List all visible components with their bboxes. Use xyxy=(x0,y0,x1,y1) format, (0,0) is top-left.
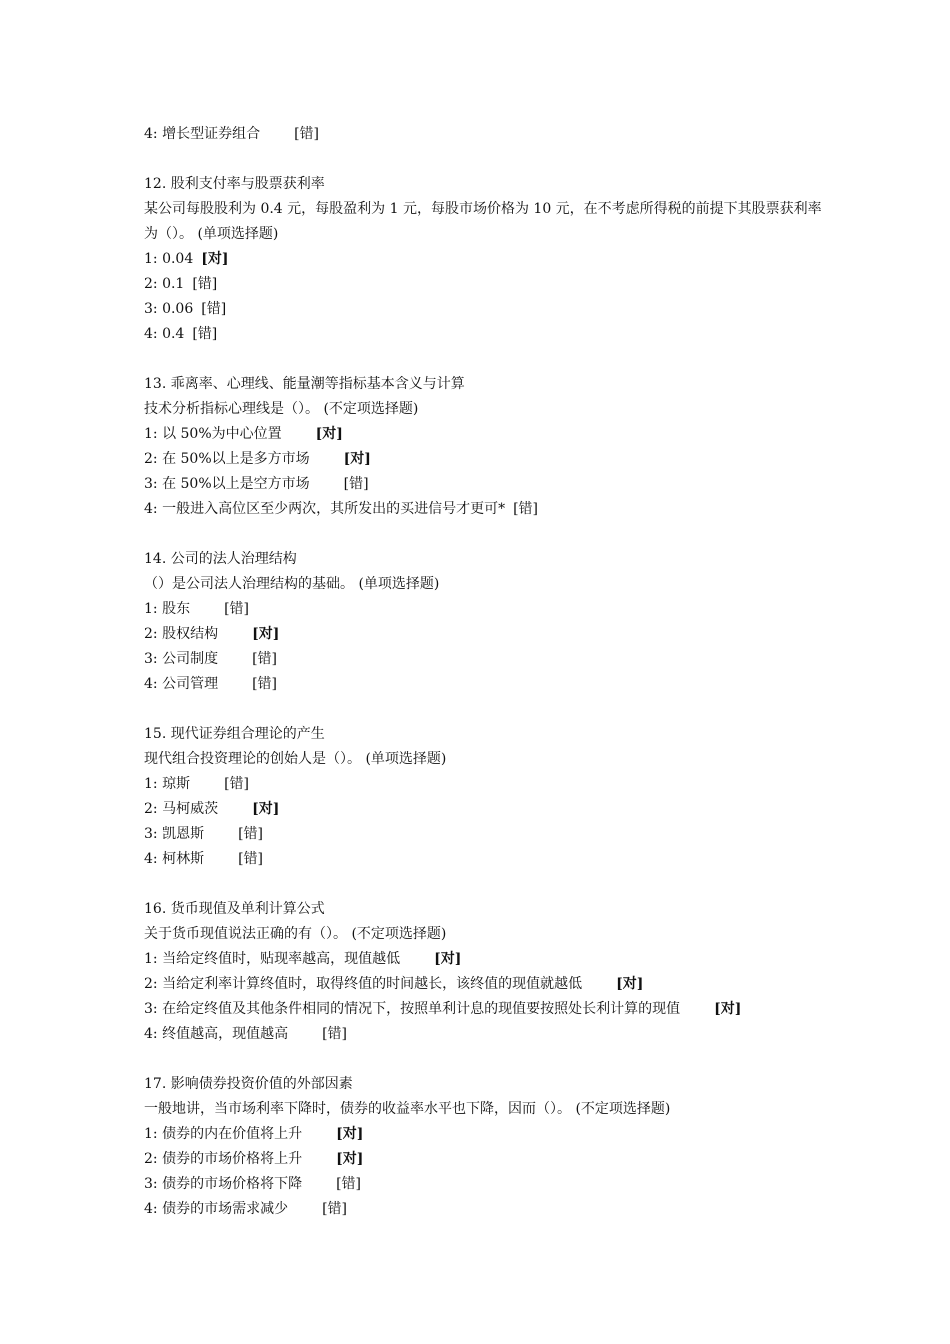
question-block xyxy=(144,722,824,897)
option-text: 4: 债券的市场需求减少 xyxy=(144,1201,289,1217)
correct-mark: [对] xyxy=(252,626,280,642)
correct-mark: [对] xyxy=(343,451,371,467)
question-title: 15. 现代证券组合理论的产生 xyxy=(144,726,325,742)
option-row xyxy=(144,822,824,847)
option-row xyxy=(144,622,824,647)
wrong-mark: [错] xyxy=(322,1201,348,1217)
correct-mark: [对] xyxy=(714,1001,742,1017)
option-row xyxy=(144,1122,824,1147)
option-text: 3: 在给定终值及其他条件相同的情况下，按照单利计息的现值要按照处长利计算的现值 xyxy=(144,1001,681,1017)
option-row xyxy=(144,472,824,497)
option-row xyxy=(144,797,824,822)
question-title: 12. 股利支付率与股票获利率 xyxy=(144,176,325,192)
wrong-mark: [错] xyxy=(252,651,278,667)
option-row xyxy=(144,597,824,622)
option-row xyxy=(144,1022,824,1047)
correct-mark: [对] xyxy=(315,426,343,442)
spacer xyxy=(144,872,824,897)
option-row xyxy=(144,272,824,297)
spacer xyxy=(144,697,824,722)
option-row xyxy=(144,672,824,697)
option-row xyxy=(144,447,824,472)
option-text: 1: 股东 xyxy=(144,601,191,617)
spacer xyxy=(144,522,824,547)
option-text: 4: 一般进入高位区至少两次，其所发出的买进信号才更可* xyxy=(144,501,506,517)
option-text: 2: 马柯威茨 xyxy=(144,801,219,817)
option-text: 2: 0.1 xyxy=(144,276,185,292)
question-title: 17. 影响债券投资价值的外部因素 xyxy=(144,1076,353,1092)
option-row xyxy=(144,997,824,1022)
wrong-mark: [错] xyxy=(252,676,278,692)
option-row xyxy=(144,647,824,672)
question-stem: 某公司每股股利为 0.4 元，每股盈利为 1 元，每股市场价格为 10 元，在不考虑所得税的前提下其股票获利率为（）。 (单项选择题) xyxy=(144,201,822,242)
correct-mark: [对] xyxy=(616,976,644,992)
question-block xyxy=(144,547,824,722)
option-text: 3: 公司制度 xyxy=(144,651,219,667)
option-text: 4: 公司管理 xyxy=(144,676,219,692)
wrong-mark: [错] xyxy=(192,326,218,342)
spacer xyxy=(144,347,824,372)
option-text: 1: 当给定终值时，贴现率越高，现值越低 xyxy=(144,951,401,967)
wrong-mark: [错] xyxy=(201,301,227,317)
wrong-mark: [错] xyxy=(336,1176,362,1192)
option-row xyxy=(144,1147,824,1172)
option-text: 3: 0.06 xyxy=(144,301,194,317)
wrong-mark: [错] xyxy=(322,1026,348,1042)
option-text: 4: 柯林斯 xyxy=(144,851,205,867)
option-text: 1: 债券的内在价值将上升 xyxy=(144,1126,303,1142)
wrong-mark: [错] xyxy=(224,601,250,617)
option-row xyxy=(144,297,824,322)
document-page xyxy=(144,122,824,1247)
option-text: 3: 债券的市场价格将下降 xyxy=(144,1176,303,1192)
option-row xyxy=(144,772,824,797)
question-block xyxy=(144,1072,824,1247)
question-block xyxy=(144,372,824,547)
option-row xyxy=(144,497,824,522)
option-row xyxy=(144,422,824,447)
wrong-mark: [错] xyxy=(513,501,539,517)
option-row xyxy=(144,972,824,997)
question-stem: 现代组合投资理论的创始人是（）。 (单项选择题) xyxy=(144,751,447,767)
wrong-mark: [错] xyxy=(343,476,369,492)
wrong-mark: [错] xyxy=(238,851,264,867)
option-row xyxy=(144,847,824,872)
question-title: 16. 货币现值及单利计算公式 xyxy=(144,901,325,917)
question-stem: 一般地讲，当市场利率下降时，债券的收益率水平也下降，因而（）。 (不定项选择题) xyxy=(144,1101,671,1117)
question-stem: （）是公司法人治理结构的基础。 (单项选择题) xyxy=(144,576,440,592)
option-row xyxy=(144,1197,824,1222)
correct-mark: [对] xyxy=(336,1151,364,1167)
option-text: 2: 当给定利率计算终值时，取得终值的时间越长，该终值的现值就越低 xyxy=(144,976,583,992)
wrong-mark: [错] xyxy=(192,276,218,292)
answer-mark: [错] xyxy=(294,126,320,142)
spacer xyxy=(144,1047,824,1072)
spacer xyxy=(144,147,824,172)
question-block xyxy=(144,897,824,1072)
option-text: 1: 0.04 xyxy=(144,251,194,267)
wrong-mark: [错] xyxy=(224,776,250,792)
option-text: 4: 0.4 xyxy=(144,326,185,342)
option-row xyxy=(144,247,824,272)
question-block xyxy=(144,172,824,372)
correct-mark: [对] xyxy=(252,801,280,817)
option-text: 1: 琼斯 xyxy=(144,776,191,792)
option-text: 4: 增长型证券组合 xyxy=(144,126,261,142)
spacer xyxy=(144,1222,824,1247)
option-text: 1: 以 50%为中心位置 xyxy=(144,426,282,442)
option-text: 2: 股权结构 xyxy=(144,626,219,642)
correct-mark: [对] xyxy=(201,251,229,267)
option-text: 3: 凯恩斯 xyxy=(144,826,205,842)
question-title: 13. 乖离率、心理线、能量潮等指标基本含义与计算 xyxy=(144,376,465,392)
option-text: 2: 在 50%以上是多方市场 xyxy=(144,451,310,467)
option-text: 2: 债券的市场价格将上升 xyxy=(144,1151,303,1167)
option-text: 4: 终值越高，现值越高 xyxy=(144,1026,289,1042)
wrong-mark: [错] xyxy=(238,826,264,842)
question-stem: 技术分析指标心理线是（）。 (不定项选择题) xyxy=(144,401,419,417)
lead-option xyxy=(144,122,824,147)
option-row xyxy=(144,947,824,972)
option-text: 3: 在 50%以上是空方市场 xyxy=(144,476,310,492)
question-title: 14. 公司的法人治理结构 xyxy=(144,551,297,567)
correct-mark: [对] xyxy=(336,1126,364,1142)
question-list xyxy=(144,172,824,1247)
question-stem: 关于货币现值说法正确的有（）。 (不定项选择题) xyxy=(144,926,447,942)
correct-mark: [对] xyxy=(434,951,462,967)
option-row xyxy=(144,322,824,347)
option-row xyxy=(144,1172,824,1197)
